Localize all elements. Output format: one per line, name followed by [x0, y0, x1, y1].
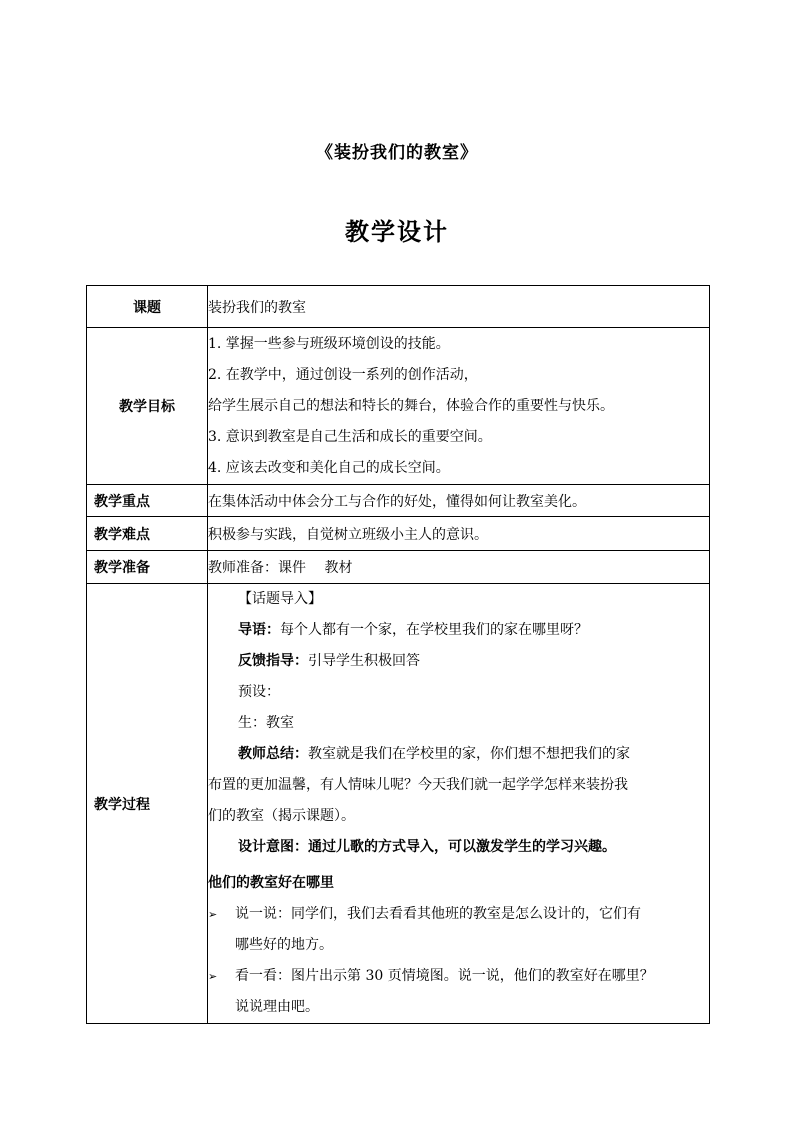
- bullet-line-1: 说一说：同学们，我们去看看其他班的教室是怎么设计的，它们有: [235, 906, 641, 922]
- feedback-label: 反馈指导：: [238, 653, 308, 669]
- summary-line-2: 布置的更加温馨，有人情味儿呢？今天我们就一起学学怎样来装扮我: [208, 777, 628, 793]
- goals-content: [208, 328, 710, 485]
- bullet-line-2: 哪些好的地方。: [235, 937, 333, 953]
- feedback-line: [208, 646, 709, 677]
- preparation-label: 教学准备: [87, 551, 208, 584]
- row-topic: [87, 286, 710, 328]
- lesson-plan-table: [86, 285, 710, 1024]
- summary-text-1: 教室就是我们在学校里的家，你们想不想把我们的家: [308, 746, 630, 762]
- goal-line: 1. 掌握一些参与班级环境创设的技能。: [208, 335, 450, 352]
- document-title: 教学设计: [345, 217, 449, 246]
- summary-label: 教师总结：: [238, 746, 308, 762]
- difficulties-value: 积极参与实践，自觉树立班级小主人的意识。: [208, 517, 710, 551]
- preparation-value: 教师准备：课件 教材: [208, 551, 710, 584]
- student-line: 生：教室: [238, 715, 294, 731]
- bullet-arrow-icon: ➢: [208, 970, 218, 983]
- bullet-line-1: 看一看：图片出示第 30 页情境图。说一说，他们的教室好在哪里？: [235, 968, 654, 984]
- goal-line: 2. 在教学中，通过创设一系列的创作活动，: [208, 366, 478, 383]
- design-intent: 设计意图：通过儿歌的方式导入，可以激发学生的学习兴趣。: [238, 839, 616, 855]
- bullet-item: [208, 899, 709, 961]
- goal-line: 4. 应该去改变和美化自己的成长空间。: [208, 459, 450, 476]
- goal-line: 给学生展示自己的想法和特长的舞台，体验合作的重要性与快乐。: [208, 397, 614, 414]
- bullet-arrow-icon: ➢: [208, 908, 218, 921]
- row-difficulties: [87, 517, 710, 551]
- summary-line-1: [208, 739, 709, 770]
- difficulties-label: 教学难点: [87, 517, 208, 551]
- summary-line-3: 们的教室（揭示课题）。: [208, 808, 355, 824]
- row-goals: [87, 328, 710, 485]
- goals-label: 教学目标: [87, 328, 208, 485]
- process-content: [208, 584, 710, 1024]
- row-process: [87, 584, 710, 1024]
- bullet-item: [208, 961, 709, 1023]
- bullet-line-2: 说说理由吧。: [235, 999, 319, 1015]
- key-points-label: 教学重点: [87, 485, 208, 517]
- guide-line: [208, 615, 709, 646]
- row-preparation: [87, 551, 710, 584]
- goal-line: 3. 意识到教室是自己生活和成长的重要空间。: [208, 428, 492, 445]
- topic-value: 装扮我们的教室: [208, 286, 710, 328]
- topic-label: 课题: [87, 286, 208, 328]
- section-heading: 他们的教室好在哪里: [208, 875, 334, 891]
- intro-heading: 【话题导入】: [238, 591, 322, 607]
- document-subtitle: 《装扮我们的教室》: [316, 143, 478, 163]
- feedback-text: 引导学生积极回答: [308, 653, 420, 669]
- preset-line: 预设：: [238, 684, 280, 700]
- guide-label: 导语：: [238, 622, 280, 638]
- guide-text: 每个人都有一个家，在学校里我们的家在哪里呀？: [280, 622, 588, 638]
- summary-paragraph: [208, 739, 709, 832]
- process-label: 教学过程: [87, 584, 208, 1024]
- key-points-value: 在集体活动中体会分工与合作的好处，懂得如何让教室美化。: [208, 485, 710, 517]
- row-key-points: [87, 485, 710, 517]
